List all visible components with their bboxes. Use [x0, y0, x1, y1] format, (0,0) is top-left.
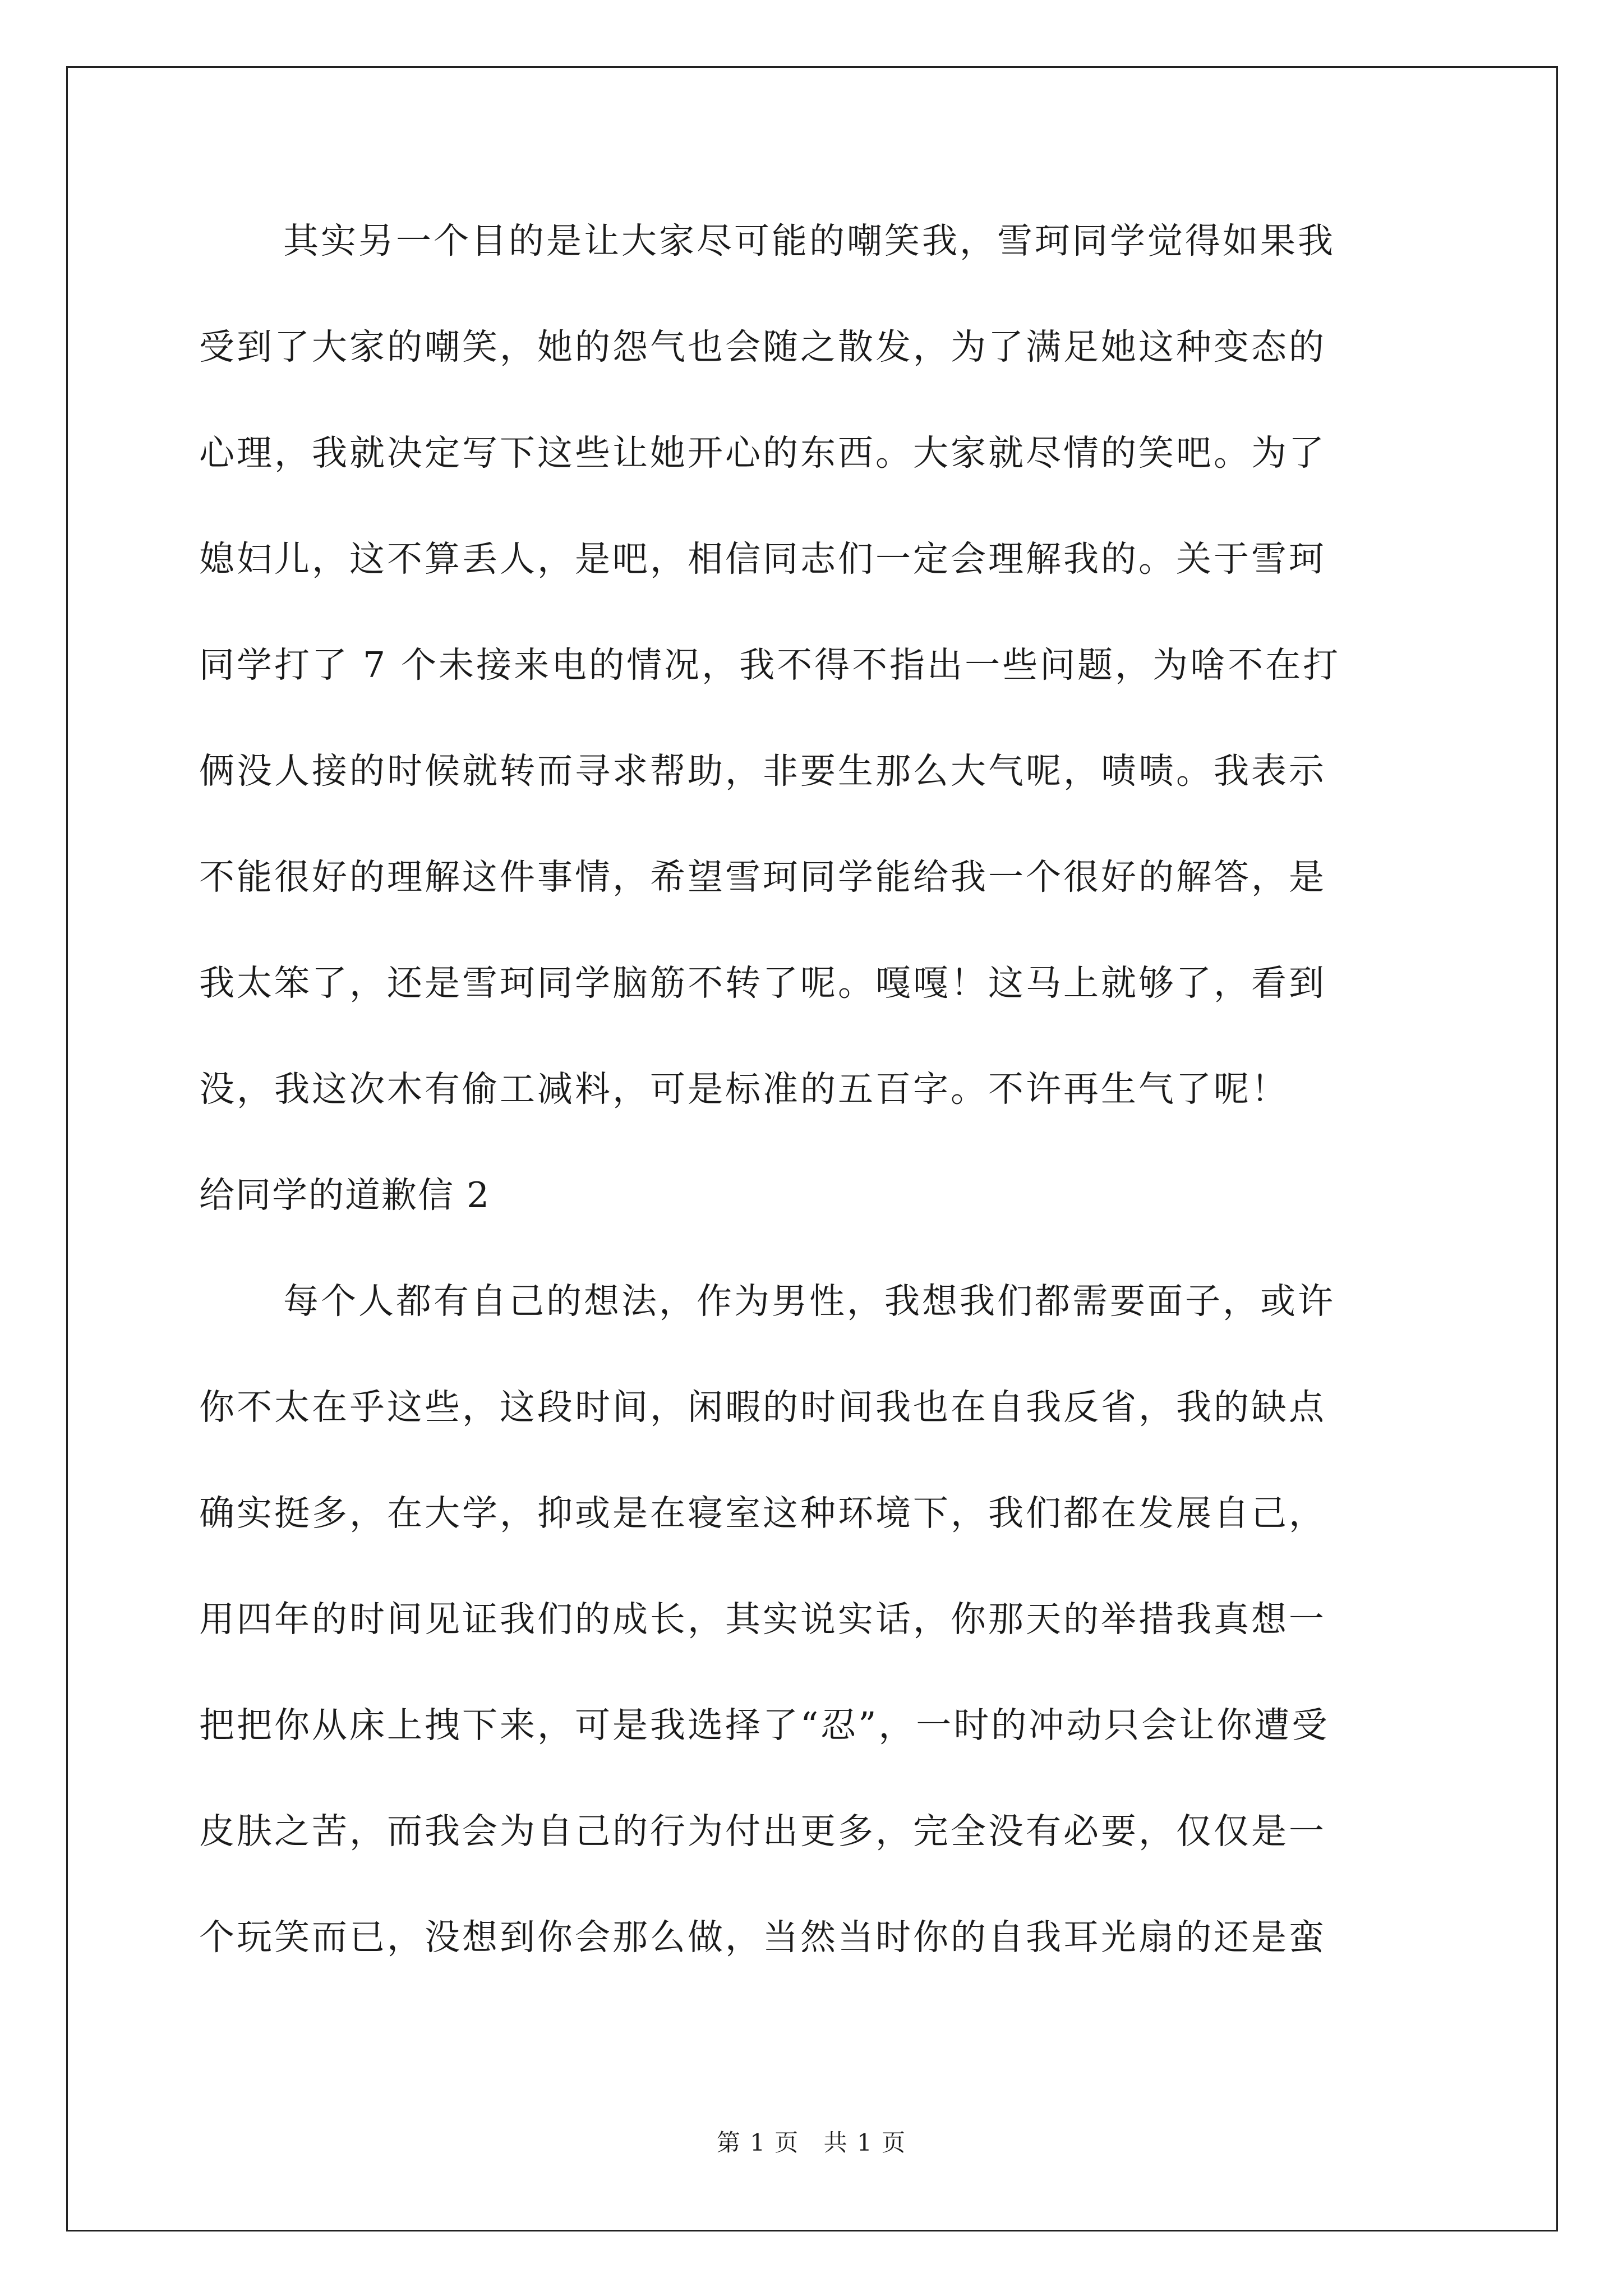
- text-line: 个玩笑而已，没想到你会那么做，当然当时你的自我耳光扇的还是蛮: [199, 1917, 1326, 1958]
- text-line: 同学打了 7 个未接来电的情况，我不得不指出一些问题，为啥不在打: [199, 645, 1341, 685]
- page-footer: [0, 2126, 1623, 2160]
- text-line: 心理，我就决定写下这些让她开心的东西。大家就尽情的笑吧。为了: [199, 432, 1326, 473]
- page-number: 第 1 页: [716, 2129, 800, 2156]
- text-line: 不能很好的理解这件事情，希望雪珂同学能给我一个很好的解答，是: [199, 857, 1326, 898]
- page-total: 共 1 页: [823, 2129, 907, 2156]
- text-line: 其实另一个目的是让大家尽可能的嘲笑我，雪珂同学觉得如果我: [283, 220, 1335, 261]
- text-line: 俩没人接的时候就转而寻求帮助，非要生那么大气呢，啧啧。我表示: [199, 751, 1326, 792]
- text-line: 每个人都有自己的想法，作为男性，我想我们都需要面子，或许: [283, 1281, 1335, 1322]
- text-line: 没，我这次木有偷工减料，可是标准的五百字。不许再生气了呢！: [199, 1069, 1289, 1110]
- text-line: 你不太在乎这些，这段时间，闲暇的时间我也在自我反省，我的缺点: [199, 1387, 1326, 1428]
- text-line: 媳妇儿，这不算丢人，是吧，相信同志们一定会理解我的。关于雪珂: [199, 539, 1326, 579]
- text-line: 用四年的时间见证我们的成长，其实说实话，你那天的举措我真想一: [199, 1599, 1326, 1640]
- text-line: 受到了大家的嘲笑，她的怨气也会随之散发，为了满足她这种变态的: [199, 326, 1326, 367]
- section-heading: 给同学的道歉信 2: [199, 1175, 491, 1216]
- text-line: 我太笨了，还是雪珂同学脑筋不转了呢。嘎嘎！这马上就够了，看到: [199, 963, 1326, 1004]
- text-line: 皮肤之苦，而我会为自己的行为付出更多，完全没有必要，仅仅是一: [199, 1811, 1326, 1852]
- text-line: 把把你从床上拽下来，可是我选择了“忍”，一时的冲动只会让你遭受: [199, 1705, 1330, 1746]
- page-border: [66, 66, 1558, 2231]
- text-line: 确实挺多，在大学，抑或是在寝室这种环境下，我们都在发展自己，: [199, 1493, 1326, 1534]
